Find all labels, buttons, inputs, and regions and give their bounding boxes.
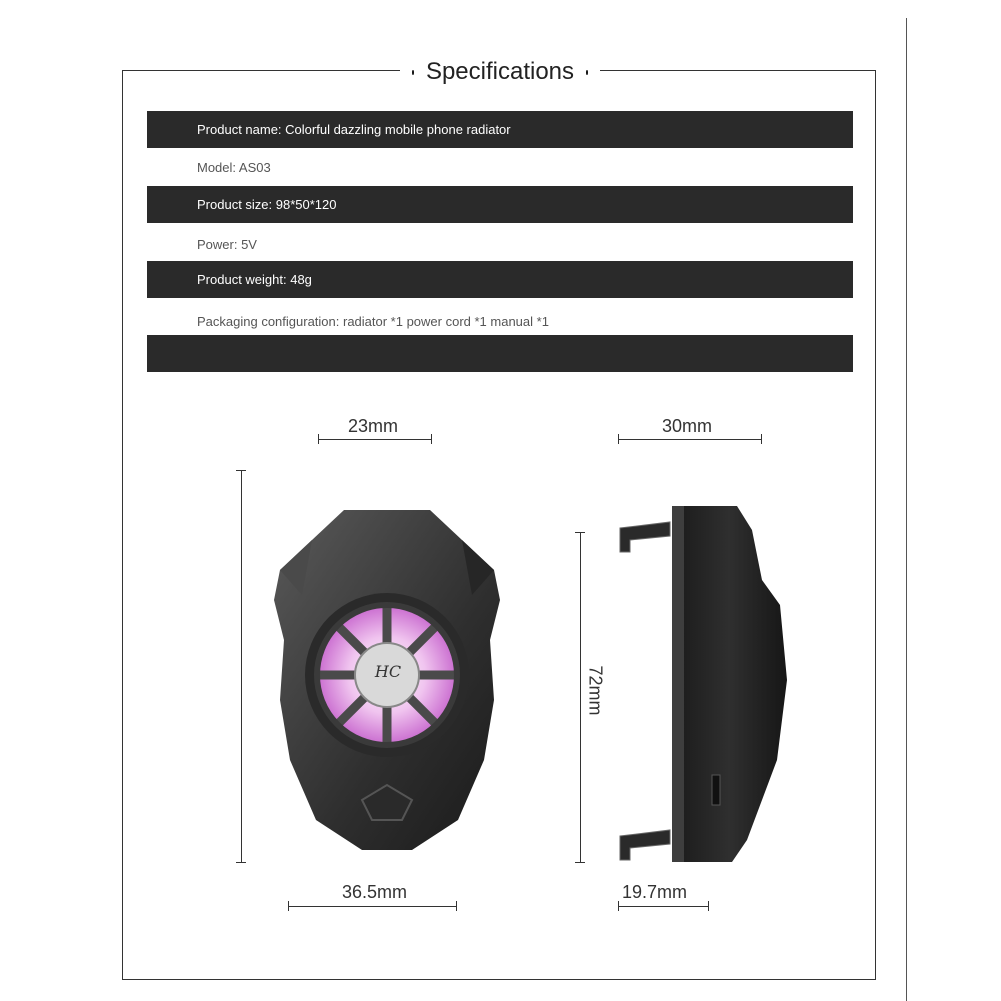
spec-row-model bbox=[147, 149, 853, 186]
spec-text: Product size: 98*50*120 bbox=[197, 197, 337, 212]
dim-tick bbox=[575, 532, 585, 533]
logo-text: HC bbox=[374, 662, 402, 681]
dim-side-bottom-line bbox=[618, 906, 708, 907]
spec-text: Product name: Colorful dazzling mobile phone radiator bbox=[197, 122, 511, 137]
dim-tick bbox=[288, 901, 289, 911]
dim-front-top-label: 23mm bbox=[348, 416, 399, 436]
dim-side-height-line bbox=[580, 532, 581, 862]
dim-front-height-line bbox=[241, 470, 242, 862]
dim-tick bbox=[708, 901, 709, 911]
spec-text: Power: 5V bbox=[197, 237, 257, 252]
spec-row-power bbox=[147, 226, 853, 263]
radiator-side-view bbox=[612, 500, 797, 870]
dim-tick bbox=[618, 901, 619, 911]
right-divider-line bbox=[906, 18, 907, 1001]
spec-row-product-name bbox=[147, 111, 853, 148]
dim-side-top-label: 30mm bbox=[662, 416, 713, 436]
dim-tick bbox=[236, 470, 246, 471]
spec-text: Model: AS03 bbox=[197, 160, 271, 175]
title-dot-right bbox=[586, 70, 588, 75]
spec-text: Product weight: 48g bbox=[197, 272, 312, 287]
dim-front-bottom-line bbox=[288, 906, 456, 907]
page-title: Specifications bbox=[425, 58, 575, 85]
spec-row-product-size bbox=[147, 186, 853, 223]
dim-tick bbox=[575, 862, 585, 863]
dim-front-bottom-label: 36.5mm bbox=[342, 882, 408, 902]
dim-side-top-line bbox=[618, 439, 761, 440]
title-dot-left bbox=[412, 70, 414, 75]
dim-tick bbox=[236, 862, 246, 863]
spec-text: Packaging configuration: radiator *1 power cord *1 manual *1 bbox=[197, 314, 549, 329]
spec-row-empty bbox=[147, 335, 853, 372]
dim-tick bbox=[618, 434, 619, 444]
dim-tick bbox=[761, 434, 762, 444]
dim-side-bottom-label: 19.7mm bbox=[622, 882, 688, 902]
spec-row-product-weight bbox=[147, 261, 853, 298]
dim-side-height-label: 72mm bbox=[585, 665, 606, 716]
title-block bbox=[400, 52, 600, 92]
dim-tick bbox=[456, 901, 457, 911]
dim-front-top-line bbox=[318, 439, 431, 440]
dim-tick bbox=[431, 434, 432, 444]
dim-tick bbox=[318, 434, 319, 444]
